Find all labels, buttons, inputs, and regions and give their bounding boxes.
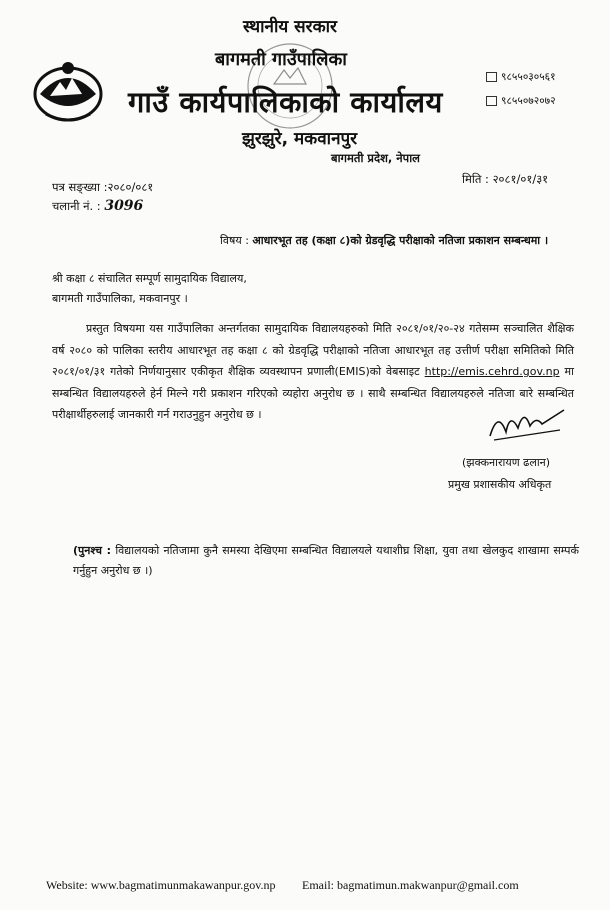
- phone-number-2: ९८५५०७२०७२: [486, 94, 556, 108]
- signature-icon: [484, 402, 570, 446]
- email-link[interactable]: bagmatimun.makwanpur@gmail.com: [337, 878, 519, 892]
- header-municipality: बागमती गाउँपालिका: [215, 49, 347, 70]
- dispatch-number: चलानी नं. : 3096: [52, 198, 144, 214]
- letter-body: प्रस्तुत विषयमा यस गाउँपालिका अन्तर्गतका सामुदायिक विद्यालयहरुको मिति २०८१/०१/२०-२४ गतेसम्म सञ्चालित शैक्षिक वर्ष २०८० को पालिका स्तरीय आधारभूत तह कक्षा ८ को ग्रेडवृद्धि परीक्षाको नतिजा आधारभूत तह उत्तीर्ण परीक्षा समितिको मिति २०८१/०१/३१ गतेको निर्णयानुसार एकीकृत शैक्षिक व्यवस्थापन प्रणाली(EMIS)को वेबसाइट http://emis.cehrd.gov.np मा सम्बन्धित विद्यालयहरुले हेर्न मिल्ने गरी प्रकाशन गरिएको व्यहोरा अनुरोध छ । साथै सम्बन्धित विद्यालयहरुले नतिजा बारे सम्बन्धित परीक्षार्थीहरुलाई जानकारी गर्न गराउनुहुन अनुरोध छ ।: [52, 322, 574, 421]
- postscript-note: (पुनश्च : विद्यालयको नतिजामा कुनै समस्या देखिएमा सम्बन्धित विद्यालयले यथाशीघ्र शिक्षा, युवा तथा खेलकुद शाखामा सम्पर्क गर्नुहुन अनुरोध छ ।): [73, 544, 579, 577]
- signatory-name: (झक्कनारायण ढलान): [462, 456, 551, 469]
- footer-email: Email: bagmatimun.makwanpur@gmail.com: [302, 878, 519, 892]
- phone-number-1: ९८५५०३०५६१: [486, 70, 556, 84]
- recipient-line-2: बागमती गाउँपालिका, मकवानपुर ।: [52, 292, 188, 305]
- header-province: बागमती प्रदेश, नेपाल: [331, 151, 420, 165]
- phone-icon: [486, 96, 497, 106]
- website-link[interactable]: www.bagmatimunmakawanpur.gov.np: [90, 878, 276, 892]
- nepal-emblem-icon: [32, 56, 104, 124]
- recipient-line-1: श्री कक्षा ८ संचालित सम्पूर्ण सामुदायिक विद्यालय,: [52, 272, 247, 285]
- header-local-government: स्थानीय सरकार: [243, 17, 338, 37]
- header-location: झुरझुरे, मकवानपुर: [242, 129, 358, 149]
- phone-icon: [486, 72, 497, 82]
- signatory-title: प्रमुख प्रशासकीय अधिकृत: [448, 478, 552, 491]
- letter-number: पत्र सङ्ख्या :२०८०/०८१: [52, 180, 154, 194]
- subject-text: आधारभूत तह (कक्षा ८)को ग्रेडवृद्धि परीक्षाको नतिजा प्रकाशन सम्बन्धमा ।: [252, 234, 549, 247]
- date-line: मिति : २०८१/०१/३१: [462, 172, 549, 186]
- footer-website: Website: www.bagmatimunmakawanpur.gov.np: [46, 878, 276, 892]
- emis-website-link[interactable]: http://emis.cehrd.gov.np: [424, 365, 560, 378]
- handwritten-dispatch-number: 3096: [104, 198, 144, 214]
- header-office-title: गाउँ कार्यपालिकाको कार्यालय: [128, 85, 443, 119]
- subject-line: विषय : आधारभूत तह (कक्षा ८)को ग्रेडवृद्धि परीक्षाको नतिजा प्रकाशन सम्बन्धमा ।: [220, 234, 549, 247]
